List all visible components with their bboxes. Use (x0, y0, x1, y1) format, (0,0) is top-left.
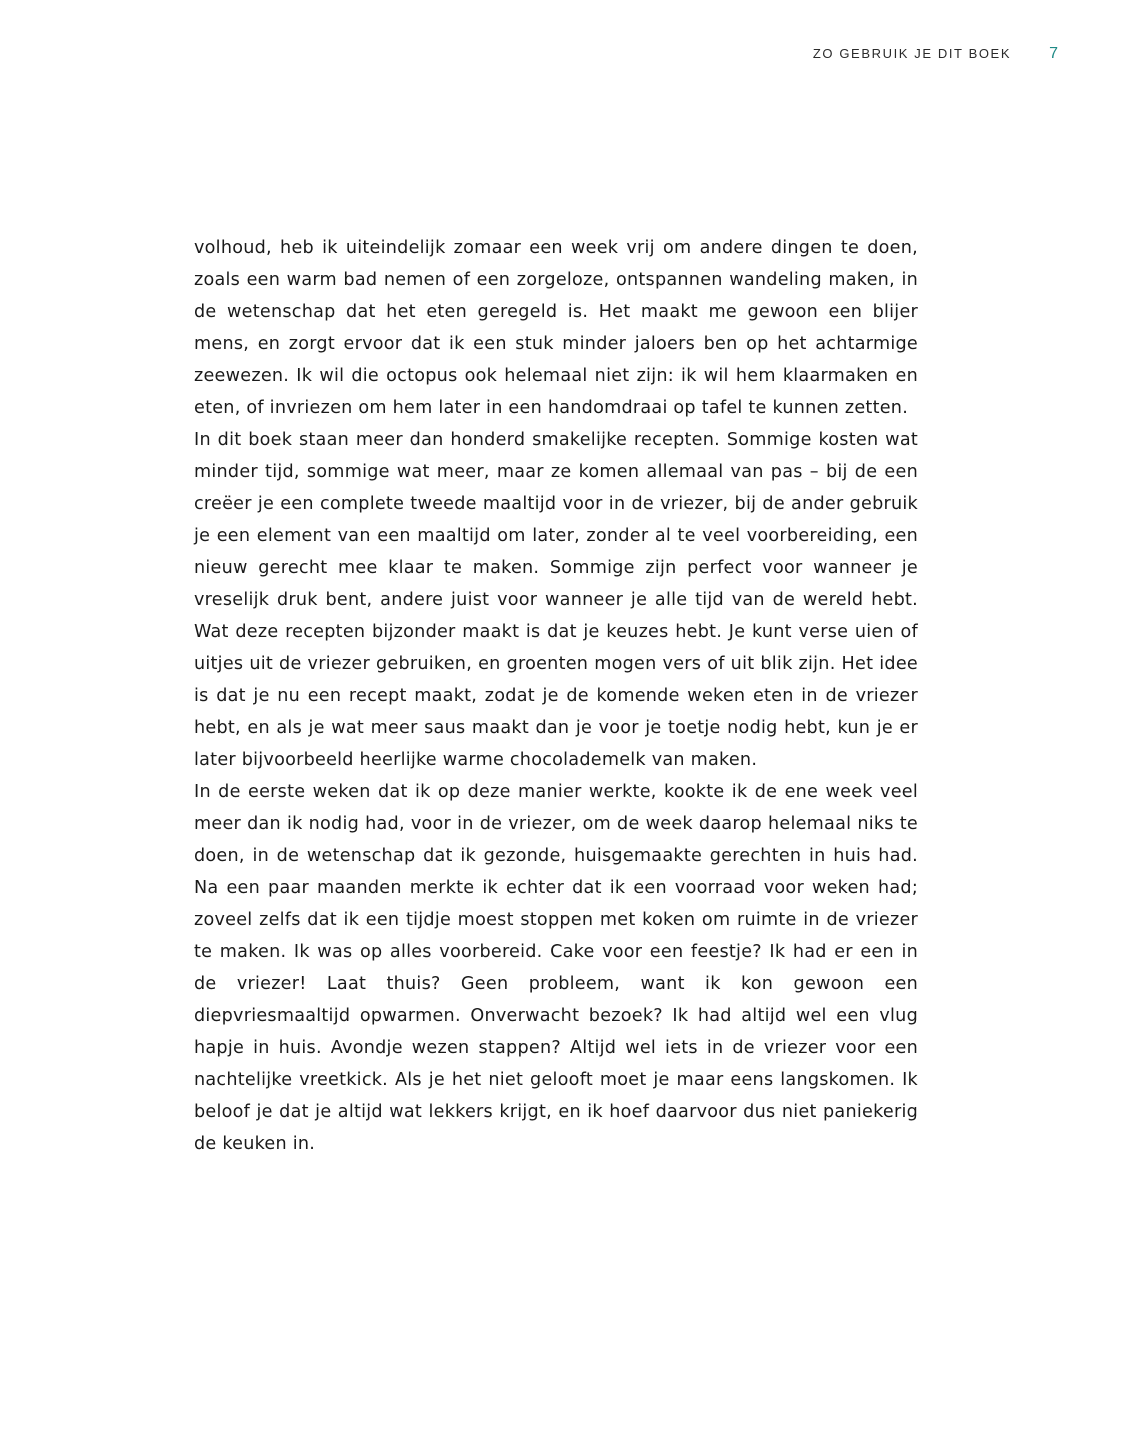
paragraph: volhoud, heb ik uiteindelijk zomaar een week vrij om andere dingen te doen, zoals een warm bad nemen of een zorgeloze, ontspannen wandeling maken, in de wetenschap dat het eten geregeld is. Het maakt me gewoon een blijer mens, en zorgt ervoor dat ik een stuk minder jaloers ben op het achtarmige zeewezen. Ik wil die octopus ook helemaal niet zijn: ik wil hem klaarmaken en eten, of invriezen om hem later in een handomdraai op tafel te kunnen zetten. (194, 238, 918, 418)
page-number: 7 (1049, 45, 1058, 62)
body-text (194, 232, 918, 1160)
running-header (813, 45, 1058, 63)
paragraph: In de eerste weken dat ik op deze manier werkte, kookte ik de ene week veel meer dan ik nodig had, voor in de vriezer, om de week daarop helemaal niks te doen, in de wetenschap dat ik gezonde, huisgemaakte gerechten in huis had. Na een paar maanden merkte ik echter dat ik een voorraad voor weken had; zoveel zelfs dat ik een tijdje moest stoppen met koken om ruimte in de vriezer te maken. Ik was op alles voorbereid. Cake voor een feestje? Ik had er een in de vriezer! Laat thuis? Geen probleem, want ik kon gewoon een diepvriesmaaltijd opwarmen. Onverwacht bezoek? Ik had altijd wel een vlug hapje in huis. Avondje wezen stappen? Altijd wel iets in de vriezer voor een nachtelijke vreetkick. Als je het niet gelooft moet je maar eens langskomen. Ik beloof je dat je altijd wat lekkers krijgt, en ik hoef daarvoor dus niet paniekerig de keuken in. (194, 782, 918, 1154)
paragraph: In dit boek staan meer dan honderd smakelijke recepten. Sommige kosten wat minder tijd, sommige wat meer, maar ze komen allemaal van pas – bij de een creëer je een complete tweede maaltijd voor in de vriezer, bij de ander gebruik je een element van een maaltijd om later, zonder al te veel voorbereiding, een nieuw gerecht mee klaar te maken. Sommige zijn perfect voor wanneer je vreselijk druk bent, andere juist voor wanneer je alle tijd van de wereld hebt. Wat deze recepten bijzonder maakt is dat je keuzes hebt. Je kunt verse uien of uitjes uit de vriezer gebruiken, en groenten mogen vers of uit blik zijn. Het idee is dat je nu een recept maakt, zodat je de komende weken eten in de vriezer hebt, en als je wat meer saus maakt dan je voor je toetje nodig hebt, kun je er later bijvoorbeeld heerlijke warme chocolademelk van maken. (194, 430, 918, 770)
running-title: ZO GEBRUIK JE DIT BOEK (812, 46, 1012, 61)
